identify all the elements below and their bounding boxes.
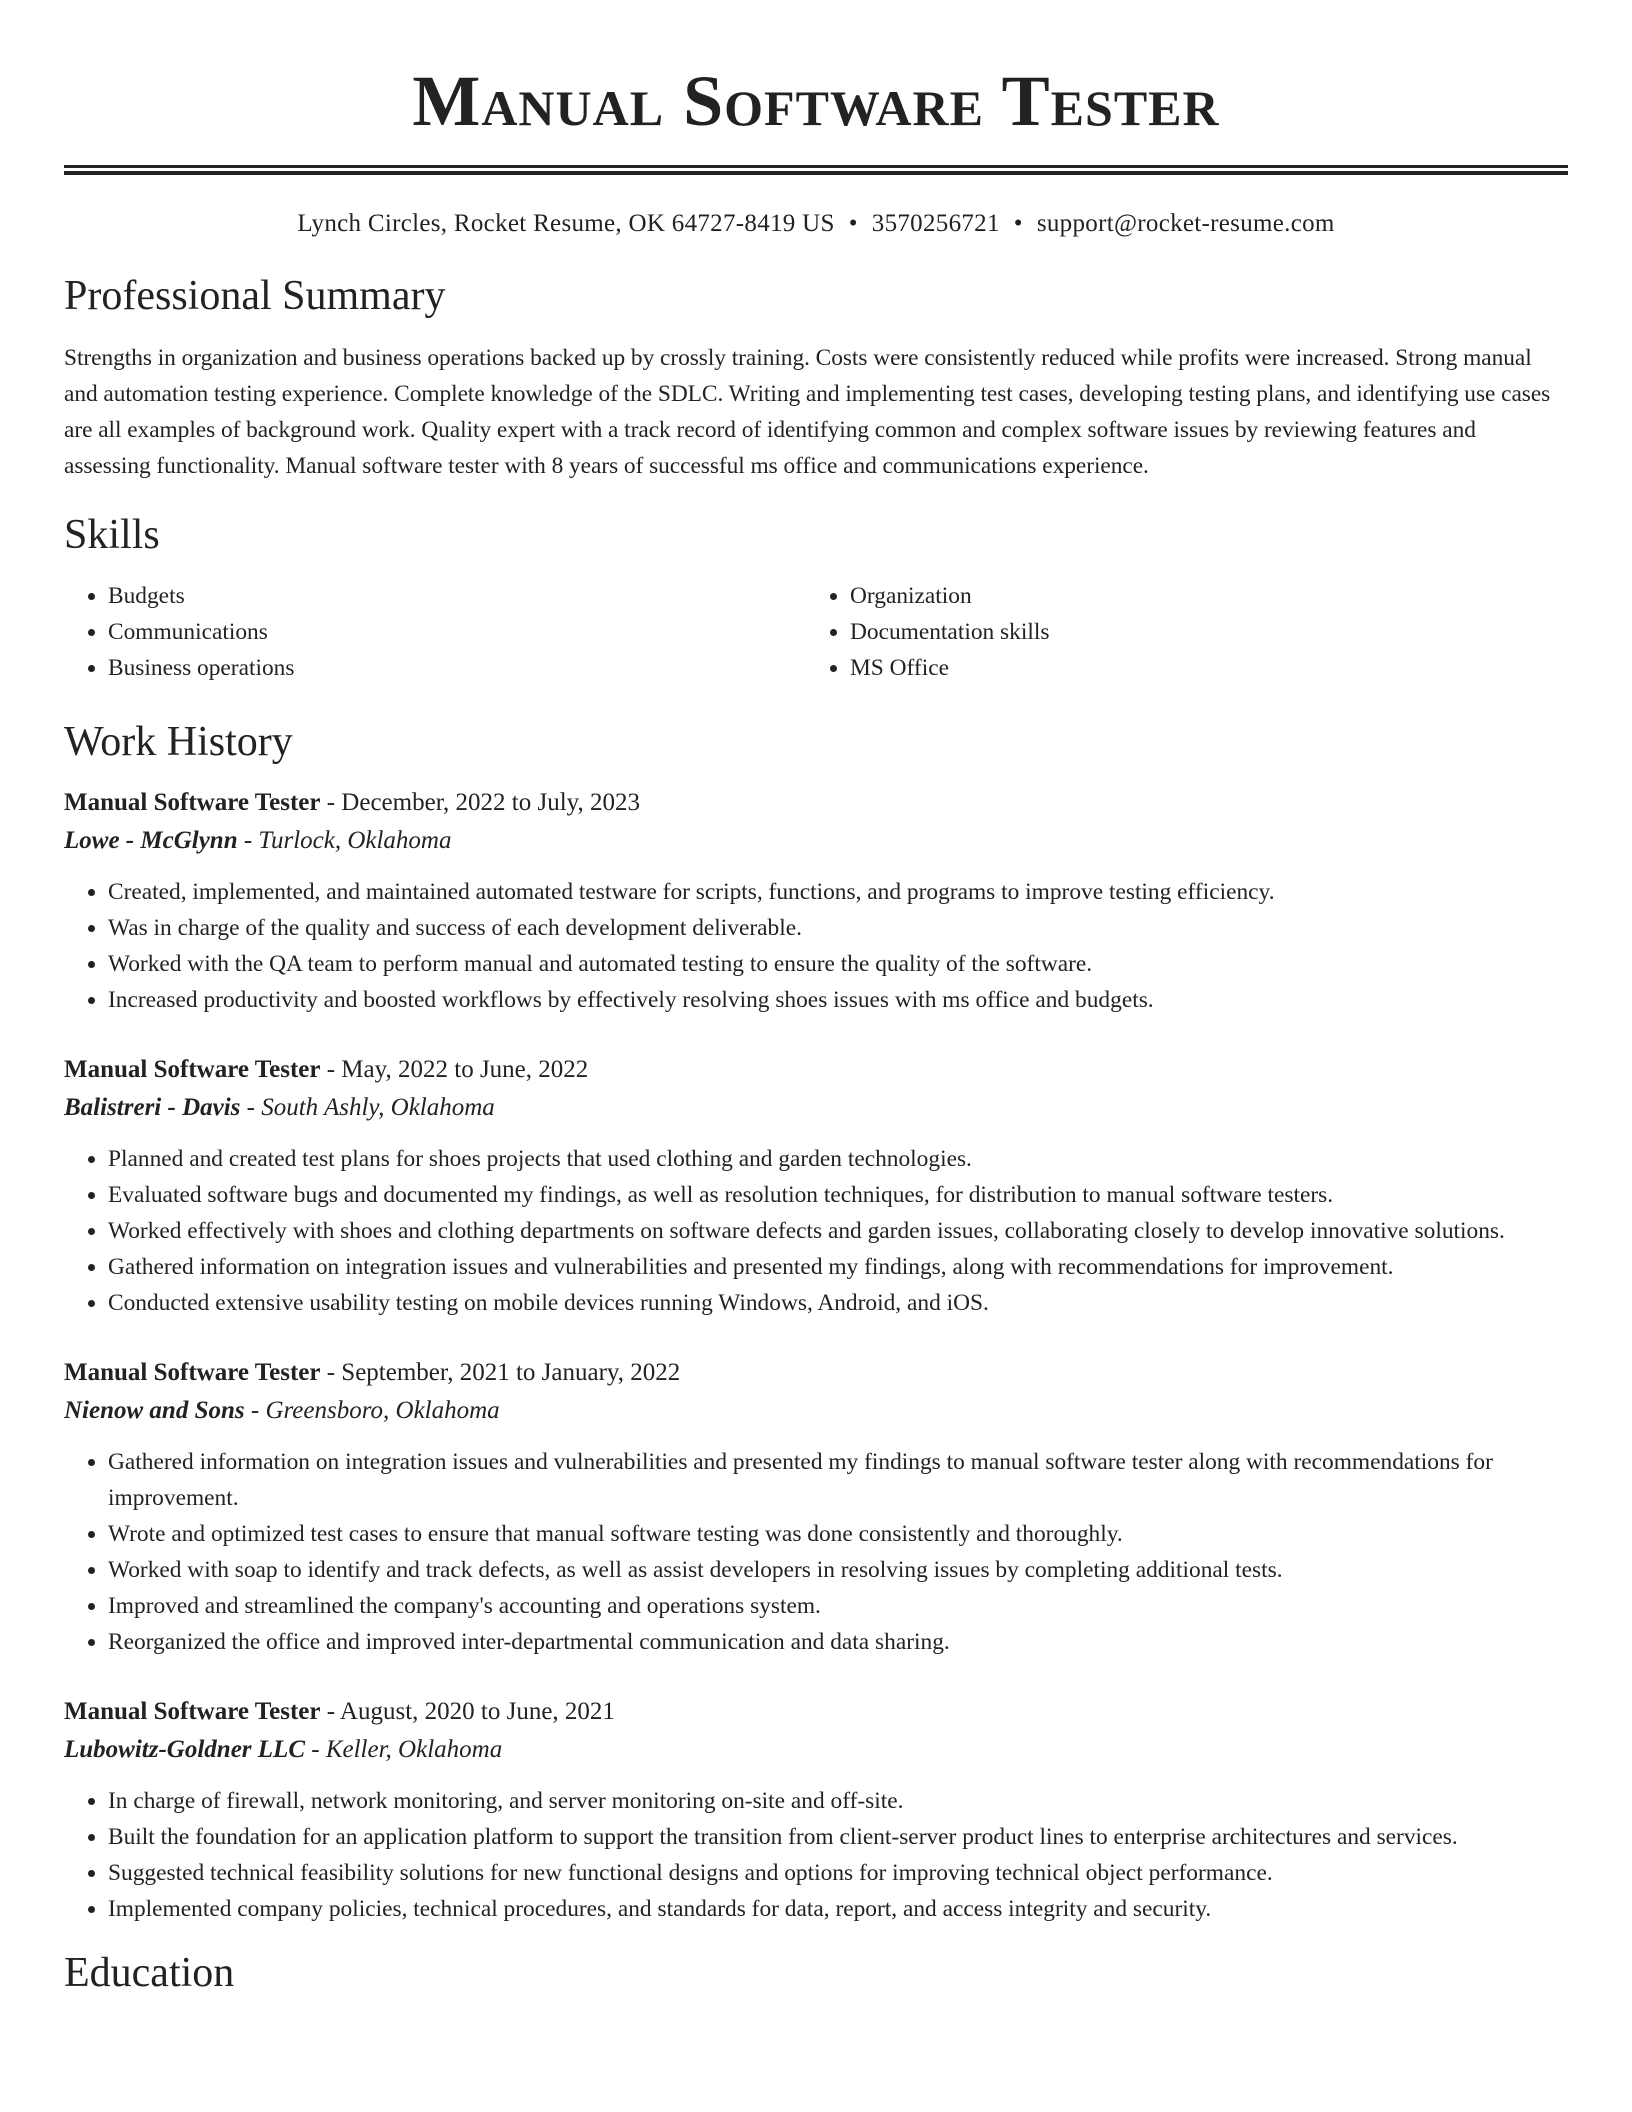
job-duty: • Implemented company policies, technical procedures, and standards for data, report, and access integrity and security. bbox=[108, 1891, 1568, 1927]
job-duty: • Worked with the QA team to perform manual and automated testing to ensure the quality of the software. bbox=[108, 946, 1568, 982]
company-name: Nienow and Sons bbox=[64, 1397, 245, 1424]
job-duty: • In charge of firewall, network monitoring, and server monitoring on-site and off-site. bbox=[108, 1783, 1568, 1819]
header-divider bbox=[64, 165, 1568, 175]
job-duties bbox=[64, 1141, 1568, 1321]
company-location: - South Ashly, Oklahoma bbox=[240, 1094, 495, 1121]
skill-item: • Organization bbox=[850, 578, 1568, 614]
job-title: Manual Software Tester bbox=[64, 789, 321, 816]
skill-item: • Documentation skills bbox=[850, 614, 1568, 650]
job-duties bbox=[64, 1783, 1568, 1927]
job-title: Manual Software Tester bbox=[64, 1056, 321, 1083]
job-dates: - August, 2020 to June, 2021 bbox=[320, 1698, 615, 1725]
job-title: Manual Software Tester bbox=[64, 1359, 321, 1386]
company-name: Lubowitz-Goldner LLC bbox=[64, 1736, 305, 1763]
contact-phone: 3570256721 bbox=[871, 210, 1000, 237]
job-title: Manual Software Tester bbox=[64, 1698, 321, 1725]
job-dates: - May, 2022 to June, 2022 bbox=[320, 1056, 589, 1083]
company-line bbox=[64, 1731, 1568, 1769]
contact-email: support@rocket-resume.com bbox=[1036, 210, 1335, 237]
job-entry bbox=[64, 1693, 1568, 1927]
job-duty: • Was in charge of the quality and success of each development deliverable. bbox=[108, 910, 1568, 946]
job-duty: • Gathered information on integration issues and vulnerabilities and presented my findings, along with recommendations for improvement. bbox=[108, 1249, 1568, 1285]
company-line bbox=[64, 1089, 1568, 1127]
job-duty: • Wrote and optimized test cases to ensure that manual software testing was done consistently and thoroughly. bbox=[108, 1516, 1568, 1552]
job-duty: • Gathered information on integration issues and vulnerabilities and presented my findings to manual software tester along with recommendations for improvement. bbox=[108, 1444, 1568, 1516]
job-duty: • Worked with soap to identify and track defects, as well as assist developers in resolving issues by completing additional tests. bbox=[108, 1552, 1568, 1588]
job-title-line bbox=[64, 1693, 1568, 1731]
job-duty: • Reorganized the office and improved inter-departmental communication and data sharing. bbox=[108, 1624, 1568, 1660]
skill-item: • Budgets bbox=[108, 578, 806, 614]
job-dates: - December, 2022 to July, 2023 bbox=[320, 789, 641, 816]
job-entry bbox=[64, 784, 1568, 1018]
job-duty: • Evaluated software bugs and documented my findings, as well as resolution techniques, for distribution to manual software testers. bbox=[108, 1177, 1568, 1213]
contact-line bbox=[64, 209, 1568, 239]
skills-heading: Skills bbox=[64, 512, 160, 558]
company-line bbox=[64, 822, 1568, 860]
skill-item: • Communications bbox=[108, 614, 806, 650]
job-title-line bbox=[64, 784, 1568, 822]
contact-separator: • bbox=[848, 210, 858, 237]
work-history-heading: Work History bbox=[64, 719, 293, 765]
company-name: Lowe - McGlynn bbox=[64, 827, 238, 854]
contact-separator: • bbox=[1013, 210, 1023, 237]
contact-address: Lynch Circles, Rocket Resume, OK 64727-8419 US bbox=[297, 210, 835, 237]
summary-heading: Professional Summary bbox=[64, 273, 446, 319]
skills-column-left bbox=[64, 578, 806, 686]
job-title-line bbox=[64, 1051, 1568, 1089]
job-duty: • Improved and streamlined the company's accounting and operations system. bbox=[108, 1588, 1568, 1624]
job-duty: • Planned and created test plans for shoes projects that used clothing and garden technologies. bbox=[108, 1141, 1568, 1177]
company-location: - Turlock, Oklahoma bbox=[237, 827, 452, 854]
skills-list bbox=[64, 578, 1568, 686]
job-dates: - September, 2021 to January, 2022 bbox=[320, 1359, 681, 1386]
skill-item: • MS Office bbox=[850, 650, 1568, 686]
summary-text: Strengths in organization and business operations backed up by crossly training. Costs were consistently reduced while profits were increased. Strong manual and automation testing experience. Complete knowledge of the SDLC. Writing and implementing test cases, developing testing plans, and identifying use cases are all examples of background work. Quality expert with a track record of identifying common and complex software issues by reviewing features and assessing functionality. Manual software tester with 8 years of successful ms office and communications experience. bbox=[64, 345, 1551, 479]
job-entry bbox=[64, 1051, 1568, 1321]
job-duty: • Built the foundation for an application platform to support the transition from client-server product lines to enterprise architectures and services. bbox=[108, 1819, 1568, 1855]
company-name: Balistreri - Davis bbox=[64, 1094, 241, 1121]
job-duty: • Worked effectively with shoes and clothing departments on software defects and garden issues, collaborating closely to develop innovative solutions. bbox=[108, 1213, 1568, 1249]
job-duty: • Created, implemented, and maintained automated testware for scripts, functions, and programs to improve testing efficiency. bbox=[108, 874, 1568, 910]
education-heading: Education bbox=[64, 1950, 235, 1996]
job-duty: • Increased productivity and boosted workflows by effectively resolving shoes issues with ms office and budgets. bbox=[108, 982, 1568, 1018]
job-entry bbox=[64, 1354, 1568, 1660]
job-duties bbox=[64, 1444, 1568, 1660]
skills-column-right bbox=[806, 578, 1568, 686]
company-location: - Keller, Oklahoma bbox=[305, 1736, 503, 1763]
job-duty: • Conducted extensive usability testing on mobile devices running Windows, Android, and iOS. bbox=[108, 1285, 1568, 1321]
company-location: - Greensboro, Oklahoma bbox=[244, 1397, 500, 1424]
skill-item: • Business operations bbox=[108, 650, 806, 686]
resume-name: Manual Software Tester bbox=[412, 61, 1220, 141]
job-duties bbox=[64, 874, 1568, 1018]
job-title-line bbox=[64, 1354, 1568, 1392]
company-line bbox=[64, 1392, 1568, 1430]
job-duty: • Suggested technical feasibility solutions for new functional designs and options for improving technical object performance. bbox=[108, 1855, 1568, 1891]
